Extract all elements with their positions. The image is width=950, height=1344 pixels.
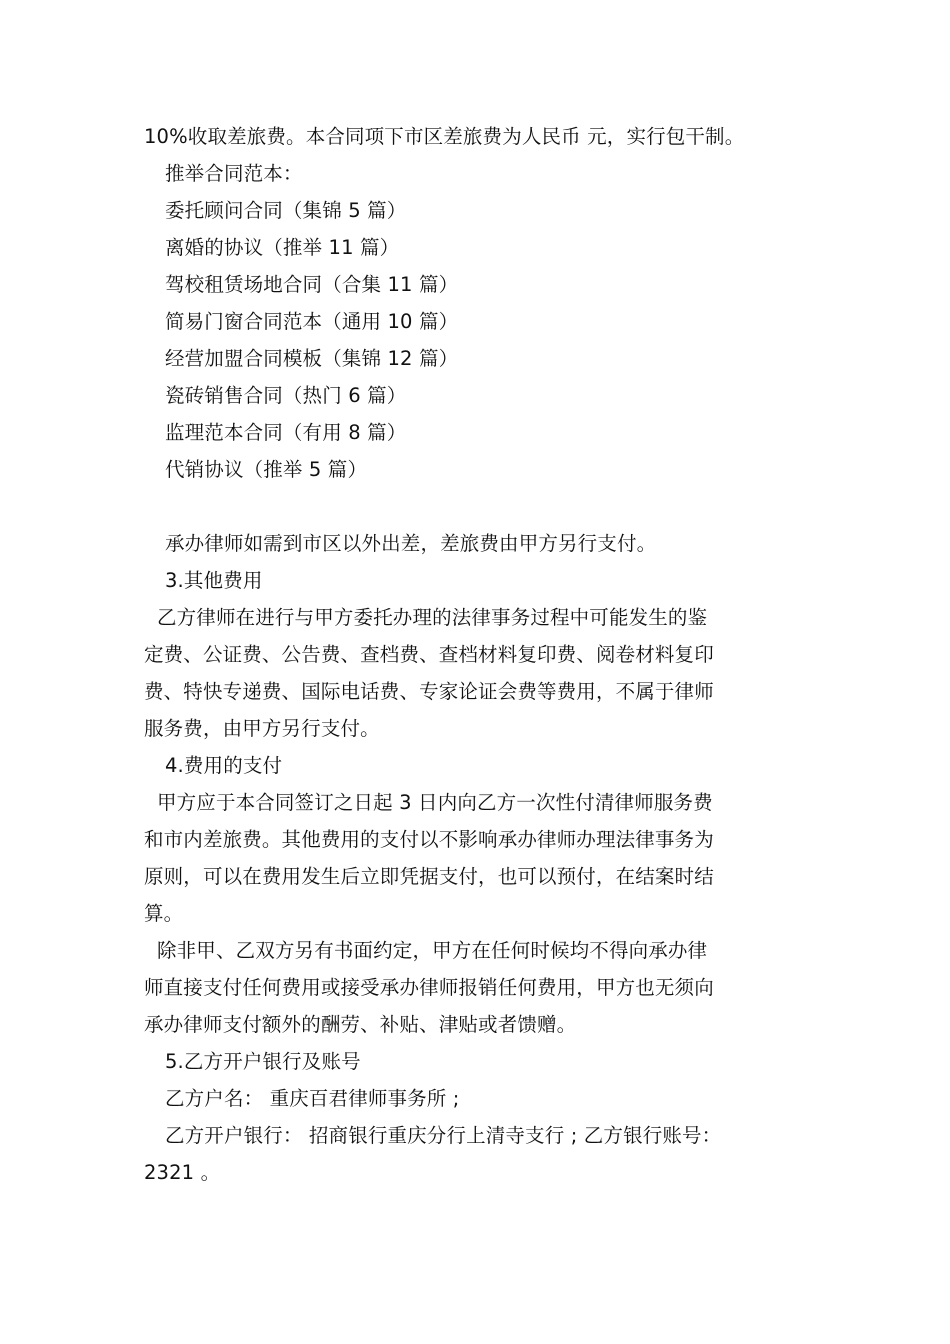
text-line: 除非甲、乙双方另有书面约定，甲方在任何时候均不得向承办律 — [157, 939, 708, 962]
bank-info-line: 乙方开户银行： 招商银行重庆分行上清寺支行 ; 乙方银行账号： — [165, 1124, 722, 1147]
text-line: 承办律师支付额外的酬劳、补贴、津贴或者馈赠。 — [144, 1013, 577, 1036]
text-line: 推举合同范本： — [165, 162, 303, 185]
document-page — [144, 118, 810, 1191]
text-line: 算。 — [144, 902, 184, 925]
list-item[interactable]: 委托顾问合同（集锦 5 篇） — [165, 199, 407, 222]
text-line: 和市内差旅费。其他费用的支付以不影响承办律师办理法律事务为 — [144, 828, 714, 851]
account-name-line: 乙方户名： 重庆百君律师事务所 ; — [165, 1087, 460, 1110]
text-line: 10%收取差旅费。本合同项下市区差旅费为人民币 元，实行包干制。 — [144, 125, 745, 148]
blank-line — [144, 488, 810, 525]
text-line: 定费、公证费、公告费、查档费、查档材料复印费、阅卷材料复印 — [144, 643, 714, 666]
text-line: 费、特快专递费、国际电话费、专家论证会费等费用，不属于律师 — [144, 680, 714, 703]
list-item[interactable]: 驾校租赁场地合同（合集 11 篇） — [165, 273, 459, 296]
list-item[interactable]: 监理范本合同（有用 8 篇） — [165, 421, 407, 444]
text-line: 承办律师如需到市区以外出差，差旅费由甲方另行支付。 — [165, 532, 657, 555]
section-heading: 5.乙方开户银行及账号 — [165, 1050, 361, 1073]
text-line: 甲方应于本合同签订之日起 3 日内向乙方一次性付清律师服务费 — [157, 791, 713, 814]
text-line: 服务费，由甲方另行支付。 — [144, 717, 380, 740]
account-number-line: 2321 。 — [144, 1161, 221, 1184]
text-line: 原则，可以在费用发生后立即凭据支付，也可以预付，在结案时结 — [144, 865, 714, 888]
list-item[interactable]: 简易门窗合同范本（通用 10 篇） — [165, 310, 459, 333]
list-item[interactable]: 经营加盟合同模板（集锦 12 篇） — [165, 347, 459, 370]
text-line: 乙方律师在进行与甲方委托办理的法律事务过程中可能发生的鉴 — [157, 606, 708, 629]
section-heading: 3.其他费用 — [165, 569, 263, 592]
section-heading: 4.费用的支付 — [165, 754, 283, 777]
list-item[interactable]: 代销协议（推举 5 篇） — [165, 458, 368, 481]
list-item[interactable]: 瓷砖销售合同（热门 6 篇） — [165, 384, 407, 407]
list-item[interactable]: 离婚的协议（推举 11 篇） — [165, 236, 400, 259]
text-line: 师直接支付任何费用或接受承办律师报销任何费用，甲方也无须向 — [144, 976, 714, 999]
